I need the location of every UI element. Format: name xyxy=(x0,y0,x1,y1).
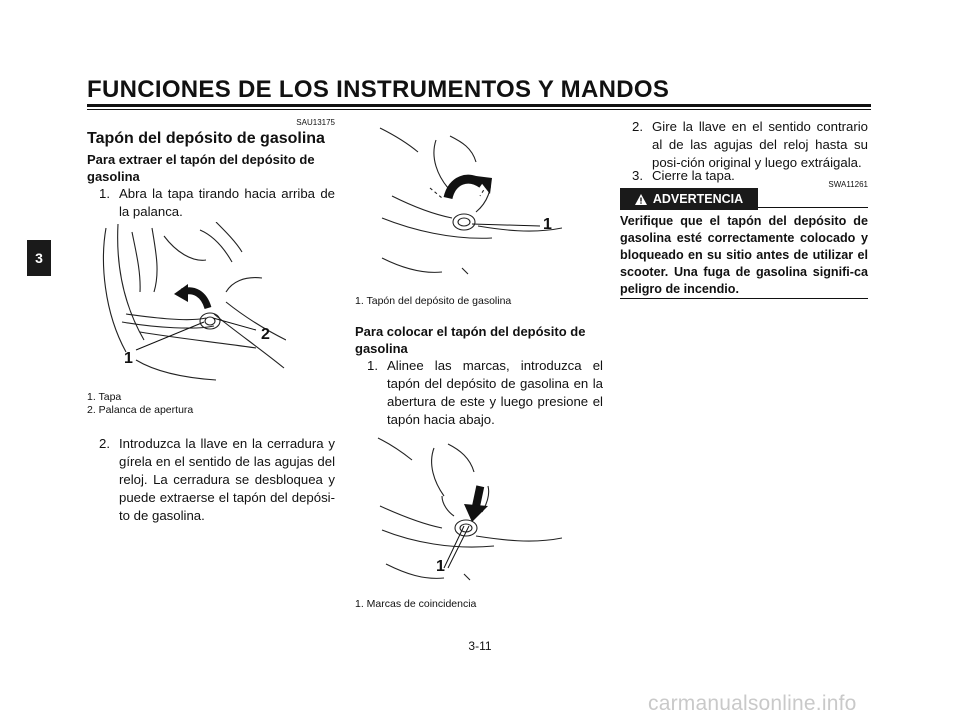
callout-1: 1 xyxy=(543,216,552,233)
warning-code: SWA11261 xyxy=(828,180,868,189)
alignment-marks-illustration xyxy=(372,424,562,584)
figure-3-caption: 1. Marcas de coincidencia xyxy=(355,598,477,610)
warning-text: Verifique que el tapón del depósito de gasolina esté correctamente colocado y bloqueado en su sitio antes de utilizar el scooter. Una fuga de gasolina signifi-ca peligro de incendio. xyxy=(620,214,868,296)
warning-triangle-icon xyxy=(635,194,647,205)
install-step-2 xyxy=(632,118,868,172)
step-number: 1. xyxy=(367,358,378,373)
warning-label: ADVERTENCIA xyxy=(652,192,744,206)
step-text: Introduzca la llave en la cerradura y gírela en el sentido de las agujas del reloj. La cerradura se desbloquea y puede extraerse el tapón del depósi-to de gasolina. xyxy=(119,436,335,523)
install-heading: Para colocar el tapón del depósito de gasolina xyxy=(355,324,586,356)
section-title: Tapón del depósito de gasolina xyxy=(87,130,325,147)
warning-bottom-rule xyxy=(620,298,868,299)
figure-fuel-cap xyxy=(372,118,562,278)
step-text: Alinee las marcas, introduzca el tapón del depósito de gasolina en la abertura de este y luego presione el tapón hacia abajo. xyxy=(387,358,603,427)
step-text: Gire la llave en el sentido contrario al de las agujas del reloj hasta su posi-ción original y luego extráigala. xyxy=(652,119,868,170)
callout-1: 1 xyxy=(436,558,445,575)
fuel-cap-illustration xyxy=(372,118,562,278)
watermark: carmanualsonline.info xyxy=(648,692,857,715)
step-number: 2. xyxy=(99,436,110,451)
callout-2: 2 xyxy=(261,326,270,343)
header-rule-thin xyxy=(87,109,871,110)
figure-1-caption-1: 1. Tapa xyxy=(87,391,122,403)
figure-fuel-lid xyxy=(96,222,286,382)
remove-step-2 xyxy=(99,435,335,525)
warning-badge xyxy=(620,188,758,210)
page-number: 3-11 xyxy=(468,639,492,653)
step-number: 2. xyxy=(632,119,643,134)
figure-1-caption-2: 2. Palanca de apertura xyxy=(87,404,194,416)
remove-step-1 xyxy=(99,185,335,221)
step-number: 3. xyxy=(632,168,643,183)
step-text: Cierre la tapa. xyxy=(652,168,735,183)
figure-2-caption: 1. Tapón del depósito de gasolina xyxy=(355,295,512,307)
install-step-1 xyxy=(367,357,603,429)
header-rule xyxy=(87,104,871,107)
figure-alignment-marks xyxy=(372,424,562,584)
step-text: Abra la tapa tirando hacia arriba de la palanca. xyxy=(119,186,335,219)
page-header-title: FUNCIONES DE LOS INSTRUMENTOS Y MANDOS xyxy=(87,76,670,103)
section-code: SAU13175 xyxy=(296,118,335,127)
remove-heading: Para extraer el tapón del depósito de gasolina xyxy=(87,152,315,184)
callout-1: 1 xyxy=(124,350,133,367)
warning-rule xyxy=(758,207,868,208)
step-number: 1. xyxy=(99,186,110,201)
chapter-tab: 3 xyxy=(27,240,51,276)
